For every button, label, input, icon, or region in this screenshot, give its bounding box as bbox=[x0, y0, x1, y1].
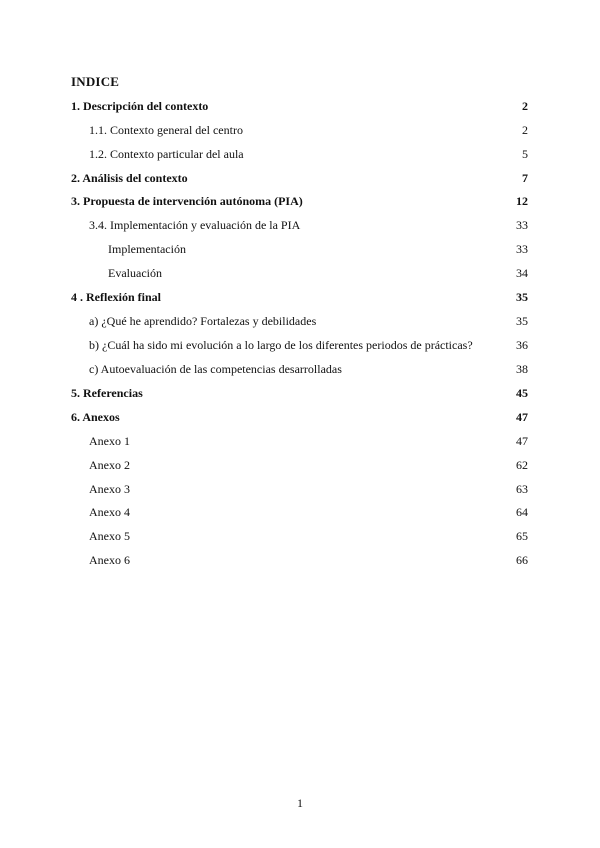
toc-entry[interactable] bbox=[71, 144, 528, 164]
toc-entry-label: 1.2. Contexto particular del aula bbox=[89, 146, 244, 161]
toc-entry-page: 47 bbox=[516, 433, 528, 448]
toc-entry-label: 4 . Reflexión final bbox=[71, 289, 161, 304]
toc-entry-page: 2 bbox=[522, 98, 528, 113]
toc-entry-page: 47 bbox=[516, 409, 528, 424]
toc-entry-page: 65 bbox=[516, 528, 528, 543]
toc-entry-label: 1.1. Contexto general del centro bbox=[89, 122, 243, 137]
toc-entry[interactable] bbox=[71, 239, 528, 259]
toc-entry-label: 2. Análisis del contexto bbox=[71, 170, 188, 185]
toc-entry-label: Anexo 2 bbox=[89, 457, 130, 472]
toc-entry-page: 64 bbox=[516, 504, 528, 519]
toc-entry[interactable] bbox=[71, 287, 528, 307]
toc-entry[interactable] bbox=[71, 407, 528, 427]
toc-entry[interactable] bbox=[71, 335, 528, 355]
toc-entry[interactable] bbox=[71, 311, 528, 331]
toc-entry[interactable] bbox=[71, 526, 528, 546]
toc-title: INDICE bbox=[71, 74, 120, 89]
toc-entry-page: 12 bbox=[516, 193, 528, 208]
toc-entry-label: 5. Referencias bbox=[71, 385, 143, 400]
toc-entry-label: 6. Anexos bbox=[71, 409, 120, 424]
toc-entry[interactable] bbox=[71, 383, 528, 403]
toc-entry[interactable] bbox=[71, 168, 528, 188]
toc-entry-label: Anexo 5 bbox=[89, 528, 130, 543]
toc-entry-page: 33 bbox=[516, 217, 528, 232]
toc-entry-label: Evaluación bbox=[108, 265, 162, 280]
toc-entry-label: b) ¿Cuál ha sido mi evolución a lo largo de los diferentes periodos de prácticas? bbox=[89, 337, 473, 352]
toc-entry[interactable] bbox=[71, 263, 528, 283]
toc-entry[interactable] bbox=[71, 120, 528, 140]
toc-entry-page: 36 bbox=[516, 337, 528, 352]
toc-entry-page: 38 bbox=[516, 361, 528, 376]
toc-entry-label: c) Autoevaluación de las competencias desarrolladas bbox=[89, 361, 342, 376]
toc-entry-label: 1. Descripción del contexto bbox=[71, 98, 209, 113]
toc-entry-label: 3. Propuesta de intervención autónoma (PIA) bbox=[71, 193, 303, 208]
toc-entry-label: Anexo 6 bbox=[89, 552, 130, 567]
toc-entry-label: Anexo 4 bbox=[89, 504, 130, 519]
toc-entry-label: Anexo 3 bbox=[89, 481, 130, 496]
toc-entry-page: 62 bbox=[516, 457, 528, 472]
toc-entry-page: 34 bbox=[516, 265, 528, 280]
toc-entry-label: 3.4. Implementación y evaluación de la PIA bbox=[89, 217, 301, 232]
toc-entry[interactable] bbox=[71, 191, 528, 211]
toc-entry[interactable] bbox=[71, 479, 528, 499]
toc-entry[interactable] bbox=[71, 431, 528, 451]
toc-entry[interactable] bbox=[71, 96, 528, 116]
toc-entry[interactable] bbox=[71, 455, 528, 475]
toc-entry[interactable] bbox=[71, 215, 528, 235]
toc-entry-page: 7 bbox=[522, 170, 528, 185]
toc-entry-label: Implementación bbox=[108, 241, 186, 256]
toc-entry[interactable] bbox=[71, 502, 528, 522]
toc-entry[interactable] bbox=[71, 550, 528, 570]
toc-entry-page: 66 bbox=[516, 552, 528, 567]
toc-entry-page: 5 bbox=[522, 146, 528, 161]
toc-entry-page: 63 bbox=[516, 481, 528, 496]
toc-entry-page: 33 bbox=[516, 241, 528, 256]
toc-entry-label: Anexo 1 bbox=[89, 433, 130, 448]
toc-entry-page: 2 bbox=[522, 122, 528, 137]
toc-entry-page: 35 bbox=[516, 289, 528, 304]
toc-entry-label: a) ¿Qué he aprendido? Fortalezas y debilidades bbox=[89, 313, 317, 328]
page-number: 1 bbox=[297, 796, 303, 810]
toc-entry-page: 45 bbox=[516, 385, 528, 400]
toc-entry-page: 35 bbox=[516, 313, 528, 328]
toc-entry[interactable] bbox=[71, 359, 528, 379]
